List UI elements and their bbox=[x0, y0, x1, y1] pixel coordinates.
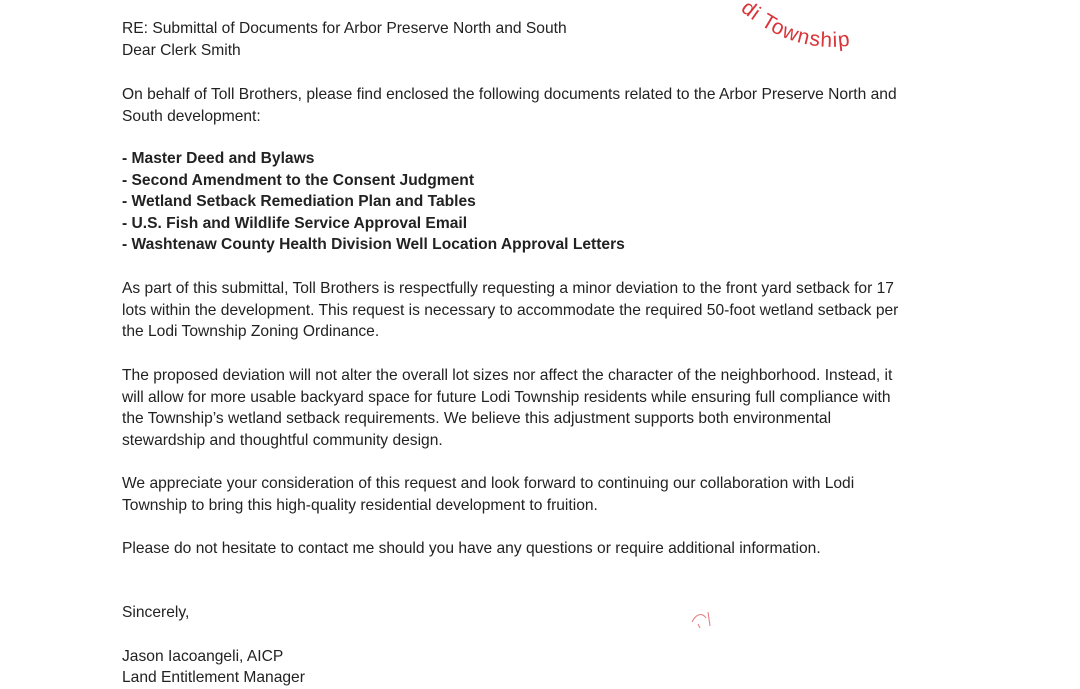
deviation-line: The proposed deviation will not alter the overall lot sizes nor affect the character of the neighborhood. Instead, it bbox=[122, 367, 893, 384]
appreciation-line: Township to bring this high-quality residential development to fruition. bbox=[122, 496, 598, 514]
contact-line: Please do not hesitate to contact me should you have any questions or require additional information. bbox=[122, 540, 821, 557]
salutation: Dear Clerk Smith bbox=[122, 42, 241, 59]
closing: Sincerely, bbox=[122, 604, 190, 621]
document-item: - Master Deed and Bylaws bbox=[122, 150, 315, 167]
deviation-line: stewardship and thoughtful community design. bbox=[122, 431, 443, 449]
document-item: - Wetland Setback Remediation Plan and Tables bbox=[122, 193, 476, 210]
deviation-line: will allow for more usable backyard space for future Lodi Township residents while ensuring full compliance with bbox=[122, 388, 891, 406]
request-line: lots within the development. This request is necessary to accommodate the required 50-foot wetland setback per bbox=[122, 301, 899, 319]
intro-line: On behalf of Toll Brothers, please find enclosed the following documents related to the Arbor Preserve North and bbox=[122, 86, 897, 103]
intro-paragraph bbox=[122, 84, 944, 127]
request-paragraph bbox=[122, 278, 944, 343]
deviation-line: the Township’s wetland setback requirements. We believe this adjustment supports both environmental bbox=[122, 410, 832, 427]
documents-list bbox=[122, 148, 944, 256]
intro-line: South development: bbox=[122, 107, 261, 125]
document-item: - Second Amendment to the Consent Judgment bbox=[122, 171, 475, 189]
stamp-mark bbox=[688, 608, 718, 630]
stamp-text: di Township bbox=[736, 0, 852, 53]
deviation-paragraph bbox=[122, 365, 944, 451]
request-line: As part of this submittal, Toll Brothers is respectfully requesting a minor deviation to the front yard setback for 17 bbox=[122, 280, 894, 297]
received-stamp bbox=[720, 0, 920, 70]
document-item: - Washtenaw County Health Division Well Location Approval Letters bbox=[122, 236, 625, 253]
signer-name: Jason Iacoangeli, AICP bbox=[122, 648, 284, 665]
subject-line: RE: Submittal of Documents for Arbor Preserve North and South bbox=[122, 20, 567, 37]
appreciation-line: We appreciate your consideration of this request and look forward to continuing our collaboration with Lodi bbox=[122, 475, 855, 492]
document-item: - U.S. Fish and Wildlife Service Approval Email bbox=[122, 214, 468, 232]
appreciation-paragraph bbox=[122, 473, 944, 516]
signer-title: Land Entitlement Manager bbox=[122, 669, 305, 686]
request-line: the Lodi Township Zoning Ordinance. bbox=[122, 323, 380, 340]
